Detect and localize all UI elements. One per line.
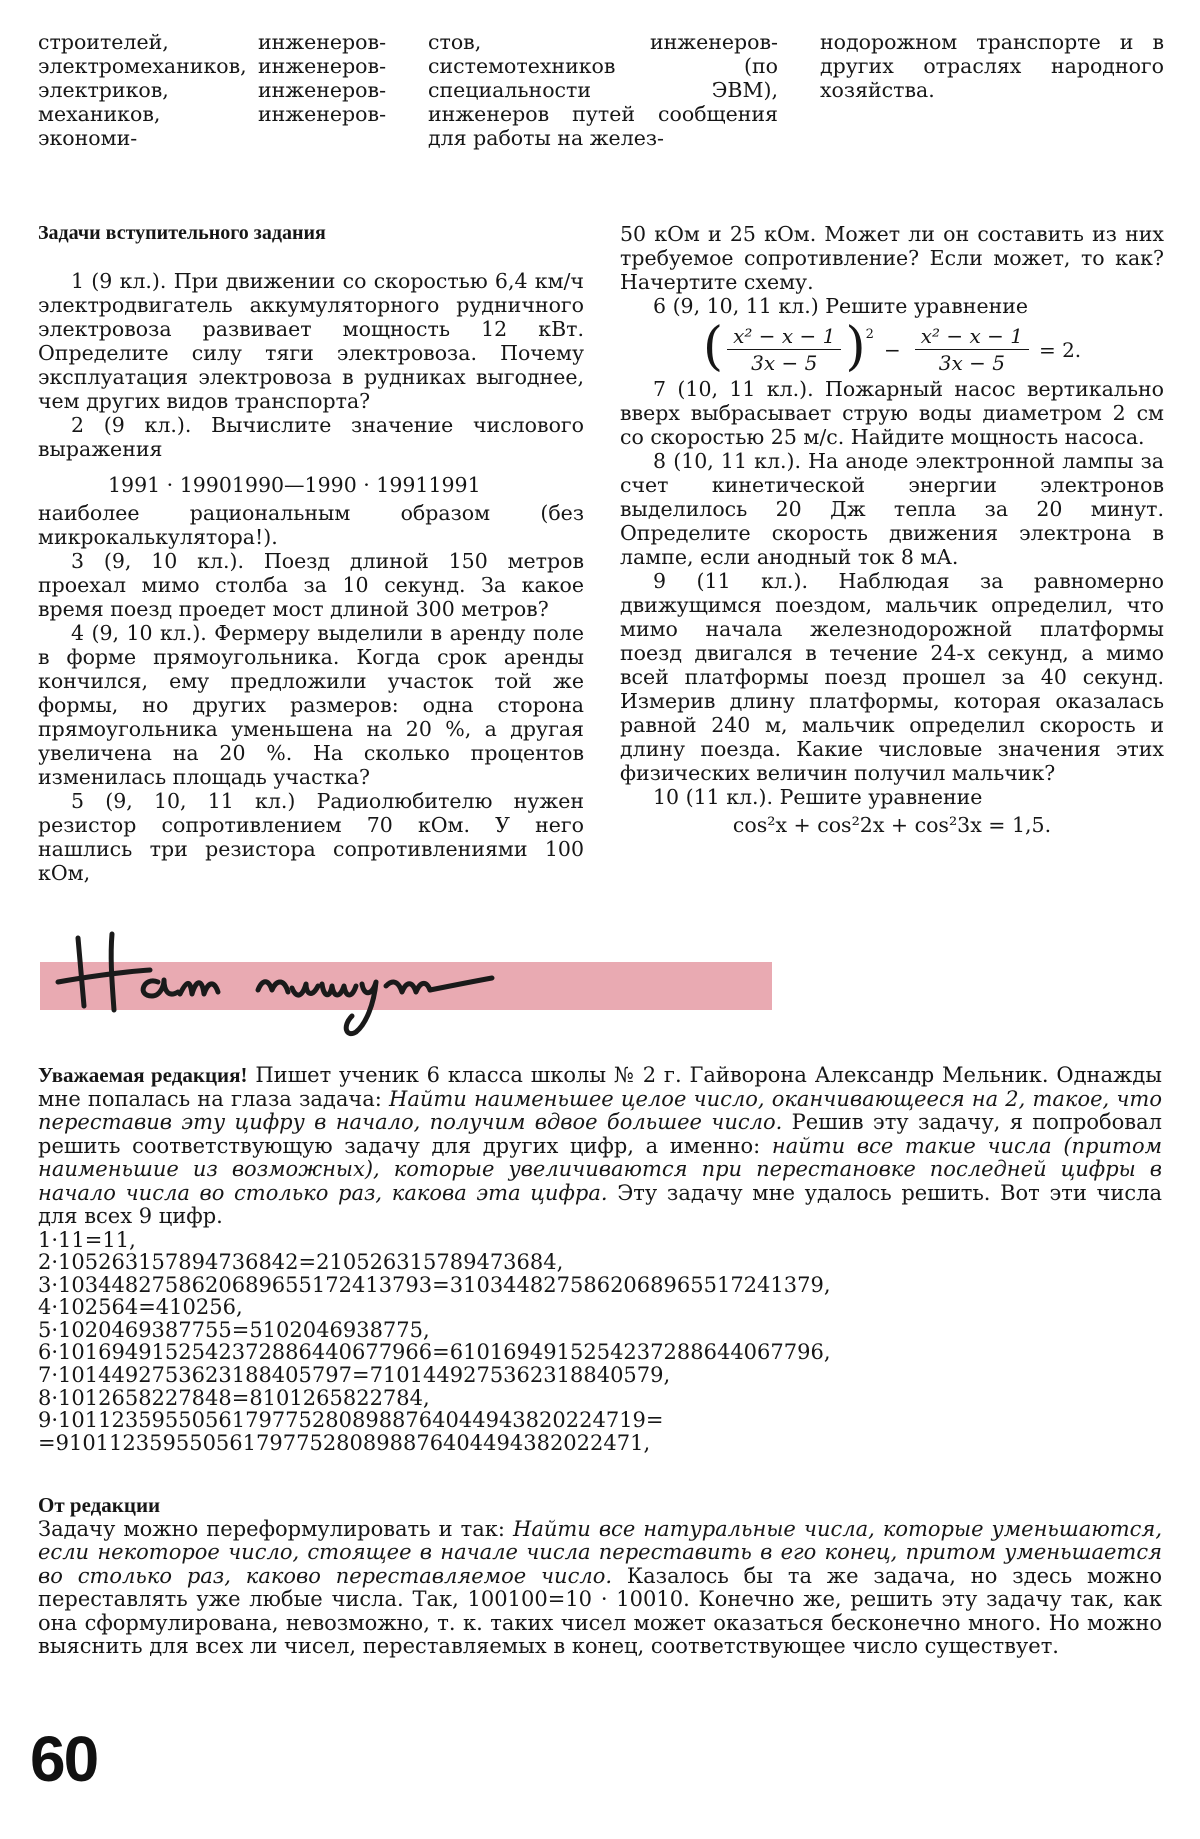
- editorial-heading: От редакции: [38, 1493, 161, 1517]
- letter-section: [38, 1064, 1162, 1454]
- fraction-2-numerator: x² − x − 1: [915, 324, 1029, 350]
- task-2-text: (9 кл.). Вычислите значение числового выражения: [38, 413, 584, 461]
- task-5: [38, 789, 584, 885]
- task-6-equation: [620, 316, 1164, 377]
- editorial-paragraph: [38, 1518, 1162, 1659]
- task-7-text: (10, 11 кл.). Пожарный насос вертикально вверх выбрасывает струю воды диаметром 2 см со скоростью 25 м/с. Найдите мощность насоса.: [620, 377, 1164, 449]
- left-paren: (: [702, 316, 724, 377]
- task-3-text: (9, 10 кл.). Поезд длиной 150 метров проехал мимо столба за 10 секунд. За какое время поезд проедет мост длиной 300 метров?: [38, 549, 584, 621]
- equation-9: 9·10112359550561797752808988764044943820224719=: [38, 1408, 664, 1433]
- task-6-number: 6: [653, 294, 667, 318]
- letter-text-1: Пишет ученик 6 класса школы № 2 г. Гайворона Александр Мельник. Однажды мне попалась на глаза задача:: [38, 1063, 1162, 1111]
- letter-text-3: Эту задачу мне удалось решить. Вот эти числа для всех 9 цифр.: [38, 1180, 1162, 1228]
- fraction-1: [727, 324, 841, 375]
- task-9-number: 9: [653, 569, 667, 593]
- task-1-number: 1: [71, 269, 85, 293]
- task-7-number: 7: [653, 377, 667, 401]
- tasks-right-column: [620, 222, 1164, 837]
- equation-7: 7·1014492753623188405797=7101449275362318840579,: [38, 1363, 671, 1388]
- task-10-equation: cos²x + cos²2x + cos²3x = 1,5.: [732, 813, 1052, 837]
- task-4-text: (9, 10 кл.). Фермеру выделили в аренду поле в форме прямоугольника. Когда срок аренды кончился, ему предложили участок той же формы, но других размеров: одна сторона прямоугольника уменьшена на 20 %, а другая увеличена на 20 %. На сколько процентов изменилась площадь участка?: [38, 621, 584, 789]
- task-5-number: 5: [71, 789, 85, 813]
- task-4-number: 4: [71, 621, 85, 645]
- task-3: [38, 549, 584, 621]
- task-3-number: 3: [71, 549, 85, 573]
- task-1-text: (9 кл.). При движении со скоростью 6,4 км/ч электродвигатель аккумуляторного рудничного электровоза развивает мощность 12 кВт. Определите силу тяги электровоза. Почему эксплуатация электровоза в рудниках выгоднее, чем других видов транспорта?: [38, 269, 584, 413]
- task-8: [620, 449, 1164, 569]
- editorial-text-1: Задачу можно переформулировать и так:: [38, 1516, 514, 1541]
- fraction-2: [915, 324, 1029, 375]
- minus-sign: −: [883, 337, 901, 362]
- task-6: [620, 294, 1164, 318]
- equation-4: 4·102564=410256,: [38, 1295, 243, 1320]
- top-column-3-text: нодорожном транспорте и в других отраслях народного хозяйства.: [820, 30, 1164, 102]
- banner-handwriting: [40, 920, 520, 1040]
- equation-9-continuation: =91011235955056179775280898876404494382022471,: [38, 1430, 651, 1455]
- equation-8: 8·1012658227848=8101265822784,: [38, 1385, 430, 1410]
- exponent: 2: [865, 327, 874, 342]
- letter-greeting: Уважаемая редакция!: [38, 1063, 248, 1087]
- top-column-2-text: стов, инженеров-системотехников (по специальности ЭВМ), инженеров путей сообщения для работы на желез-: [428, 30, 778, 150]
- equation-2: 2·105263157894736842=210526315789473684,: [38, 1250, 564, 1275]
- letter-paragraph: [38, 1064, 1162, 1229]
- editorial-section: [38, 1494, 1162, 1659]
- tasks-heading: Задачи вступительного задания: [38, 222, 326, 244]
- task-2-number: 2: [71, 413, 85, 437]
- task-9: [620, 569, 1164, 785]
- task-8-number: 8: [653, 449, 667, 473]
- tasks-left-column: [38, 222, 584, 885]
- task-8-text: (10, 11 кл.). На аноде электронной лампы за счет кинетической энергии электронов выделилось 20 Дж тепла за 20 минут. Определите скорость движения электрона в лампе, если анодный ток 8 мА.: [620, 449, 1164, 569]
- task-10-number: 10: [653, 785, 680, 809]
- top-column-3: [820, 30, 1164, 102]
- task-7: [620, 377, 1164, 449]
- right-paren: ): [845, 316, 866, 377]
- equation-5: 5·1020469387755=5102046938775,: [38, 1317, 430, 1342]
- letter-text-2: Решив эту задачу, я попробовал решить соответствующую задачу для других цифр, а именно:: [38, 1110, 1162, 1158]
- task-6-text: (9, 10, 11 кл.) Решите уравнение: [666, 294, 1029, 318]
- task-2-tail: наиболее рациональным образом (без микрокалькулятора!).: [38, 501, 584, 549]
- fraction-1-denominator: 3x − 5: [751, 351, 818, 375]
- task-5-continuation: 50 кОм и 25 кОм. Может ли он составить из них требуемое сопротивление? Если может, то как? Начертите схему.: [620, 222, 1164, 294]
- letter-italic-1: Найти наименьшее целое число, оканчивающееся на 2, такое, что переставив эту цифру в начало, получим вдвое большее число.: [38, 1086, 1162, 1134]
- task-2: [38, 413, 584, 461]
- editorial-italic-1: Найти все натуральные числа, которые уменьшаются, если некоторое число, стоящее в начале числа переставить в его конец, притом уменьшается во столько раз, каково переставляемое число.: [38, 1516, 1162, 1588]
- task-5-text: (9, 10, 11 кл.) Радиолюбителю нужен резистор сопротивлением 70 кОм. У него нашлись три резистора сопротивлениями 100 кОм,: [38, 789, 584, 885]
- equation-6: 6·1016949152542372886440677966=6101694915254237288644067796,: [38, 1340, 831, 1365]
- equation-3: 3·1034482758620689655172413793=3103448275862068965517241379,: [38, 1272, 831, 1297]
- task-10-text: (11 кл.). Решите уравнение: [679, 785, 983, 809]
- editorial-text-2: Казалось бы та же задача, но здесь можно переставлять уже любые числа. Так, 100100=10 · 10010. Конечно же, решить эту задачу так, как она сформулирована, невозможно, т. к. таких чисел может оказаться бесконечно много. Но можно выяснить для всех ли чисел, переставляемых в конец, соответствующее число существует.: [38, 1563, 1162, 1658]
- letter-italic-2: найти все такие числа (притом наименьшие из возможных), которые увеличиваются при перестановке последней цифры в начало числа во столько раз, какова эта цифра.: [38, 1133, 1162, 1205]
- top-column-1-text: строителей, инженеров-электромехаников, инженеров-электриков, инженеров-механиков, инженеров-экономи-: [38, 30, 386, 150]
- task-9-text: (11 кл.). Наблюдая за равномерно движущимся поездом, мальчик определил, что мимо начала железнодорожной платформы поезд двигался в течение 24-х секунд, а мимо всей платформы поезд прошел за 40 секунд. Измерив длину платформы, которая оказалась равной 240 м, мальчик определил скорость и длину поезда. Какие числовые значения этих физических величин получил мальчик?: [620, 569, 1164, 785]
- task-2-expression: 1991 · 19901990—1990 · 19911991: [108, 473, 481, 497]
- task-1: [38, 269, 584, 413]
- equation-1: 1·11=11,: [38, 1227, 136, 1252]
- equation-list: [38, 1229, 1162, 1455]
- page-number: 60: [30, 1723, 98, 1795]
- top-column-1: [38, 30, 386, 150]
- task-10: [620, 785, 1164, 809]
- fraction-1-numerator: x² − x − 1: [727, 324, 841, 350]
- top-column-2: [428, 30, 778, 150]
- fraction-2-denominator: 3x − 5: [938, 351, 1005, 375]
- equation-rhs: = 2.: [1038, 337, 1082, 362]
- task-4: [38, 621, 584, 789]
